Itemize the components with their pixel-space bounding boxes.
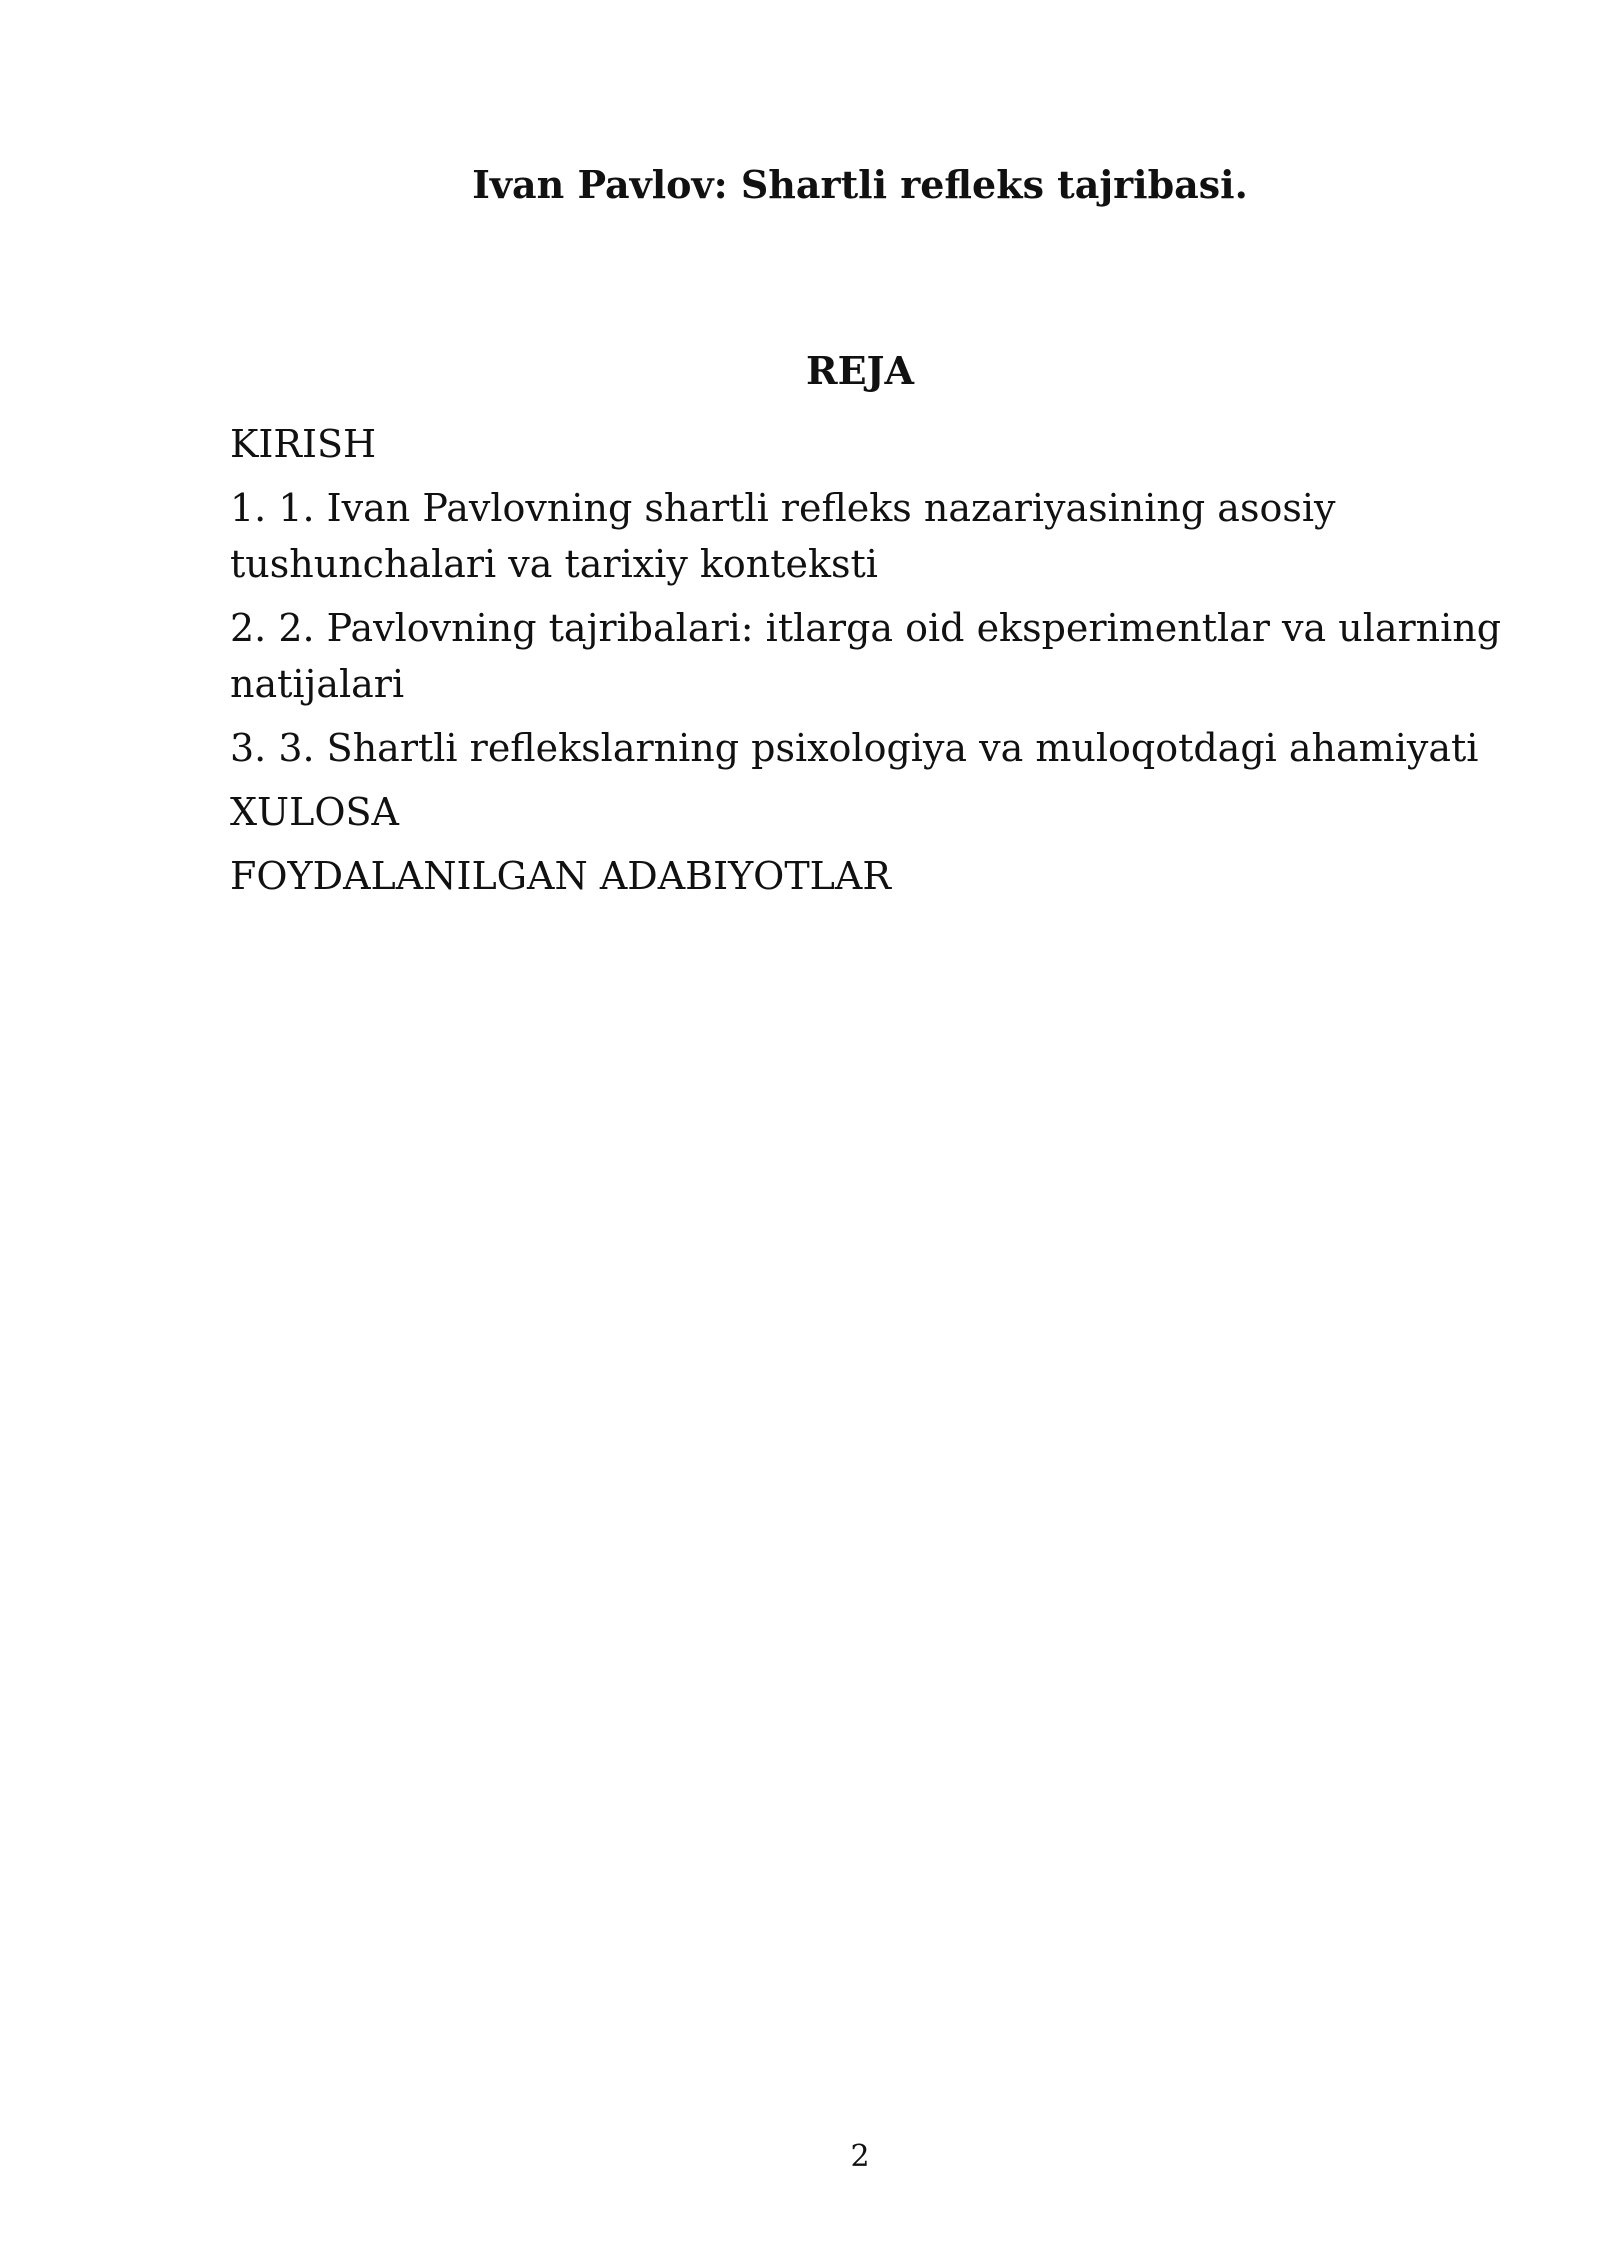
- toc-item-chapter-3: 3. 3. Shartli reflekslarning psixologiya va muloqotdagi ahamiyati: [230, 726, 1479, 770]
- plan-heading: REJA: [805, 348, 914, 393]
- toc-item-introduction: KIRISH: [230, 422, 377, 466]
- document-title: Ivan Pavlov: Shartli refleks tajribasi.: [472, 162, 1248, 207]
- toc-item-chapter-2: 2. 2. Pavlovning tajribalari: itlarga oid eksperimentlar va ularning natijalari: [230, 606, 1502, 706]
- toc-item-conclusion: XULOSA: [230, 790, 399, 834]
- toc-item-references: FOYDALANILGAN ADABIYOTLAR: [230, 854, 891, 898]
- toc-item-chapter-1: 1. 1. Ivan Pavlovning shartli refleks nazariyasining asosiy tushunchalari va tarixiy konteksti: [230, 486, 1336, 586]
- table-of-contents: [230, 416, 1520, 912]
- page-number: 2: [850, 2139, 870, 2174]
